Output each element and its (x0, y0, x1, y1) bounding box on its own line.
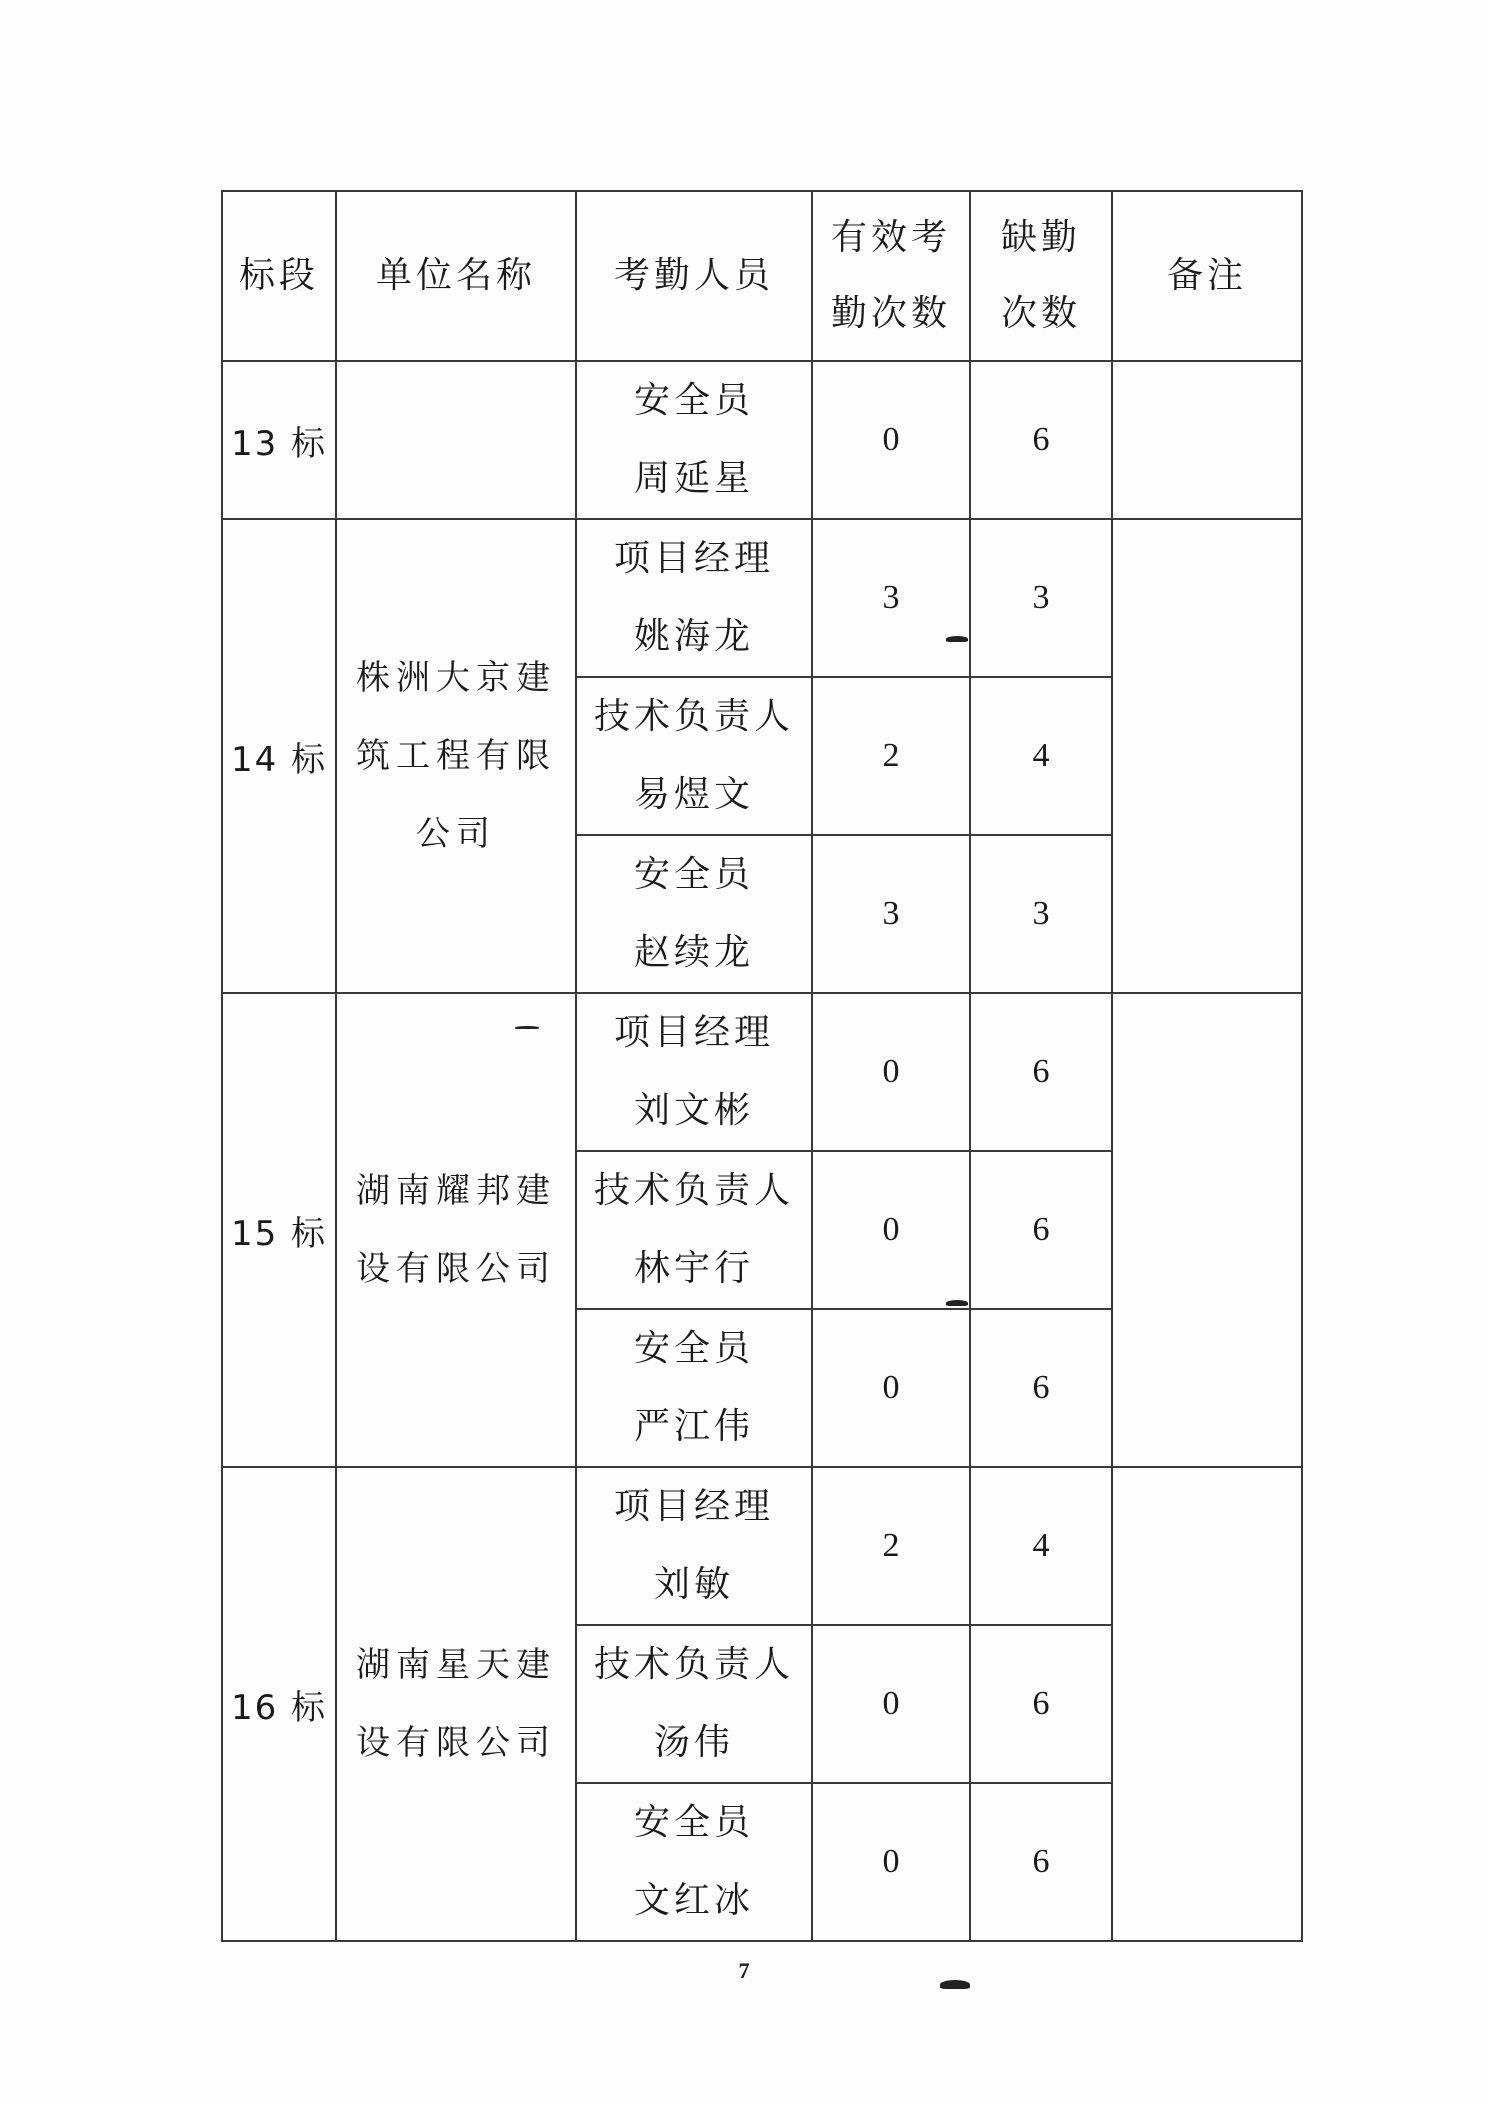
personnel-cell (576, 677, 812, 835)
person-name: 汤伟 (653, 1722, 734, 1763)
header-unit: 单位名称 (336, 191, 576, 361)
table-row (222, 519, 1302, 677)
role-label: 项目经理 (613, 1012, 774, 1053)
attendance-table (221, 190, 1303, 1942)
table-header-row (222, 191, 1302, 361)
personnel-cell (576, 1467, 812, 1625)
header-remarks: 备注 (1112, 191, 1302, 361)
role-label: 项目经理 (613, 538, 774, 579)
role-label: 安全员 (633, 854, 754, 895)
personnel-cell (576, 1309, 812, 1467)
valid-count: 2 (812, 1467, 970, 1625)
absent-count: 3 (970, 835, 1112, 993)
table-row (222, 361, 1302, 519)
personnel-cell (576, 1625, 812, 1783)
absent-count: 6 (970, 1625, 1112, 1783)
personnel-cell (576, 1151, 812, 1309)
personnel-cell (576, 519, 812, 677)
remarks-cell (1112, 519, 1302, 993)
person-name: 姚海龙 (633, 616, 754, 657)
absent-count: 6 (970, 1783, 1112, 1941)
table-row (222, 1467, 1302, 1625)
role-label: 项目经理 (613, 1486, 774, 1527)
absent-count: 6 (970, 993, 1112, 1151)
unit-cell: 湖南耀邦建设有限公司 (336, 993, 576, 1467)
valid-count: 0 (812, 1309, 970, 1467)
remarks-cell (1112, 361, 1302, 519)
role-label: 安全员 (633, 1802, 754, 1843)
header-absences: 缺勤次数 (970, 191, 1112, 361)
valid-count: 0 (812, 1151, 970, 1309)
header-personnel: 考勤人员 (576, 191, 812, 361)
absent-count: 4 (970, 677, 1112, 835)
role-label: 技术负责人 (593, 1170, 794, 1211)
role-label: 安全员 (633, 1328, 754, 1369)
valid-count: 0 (812, 993, 970, 1151)
unit-cell: 湖南星天建设有限公司 (336, 1467, 576, 1941)
valid-count: 2 (812, 677, 970, 835)
valid-count: 0 (812, 1625, 970, 1783)
absent-count: 6 (970, 1309, 1112, 1467)
person-name: 严江伟 (633, 1406, 754, 1447)
person-name: 文红冰 (633, 1880, 754, 1921)
segment-cell: 15 标 (222, 993, 336, 1467)
personnel-cell (576, 361, 812, 519)
unit-cell (336, 361, 576, 519)
table-row (222, 993, 1302, 1151)
person-name: 周延星 (633, 458, 754, 499)
absent-count: 6 (970, 1151, 1112, 1309)
segment-cell: 13 标 (222, 361, 336, 519)
person-name: 刘文彬 (633, 1090, 754, 1131)
valid-count: 3 (812, 835, 970, 993)
personnel-cell (576, 1783, 812, 1941)
role-label: 技术负责人 (593, 1644, 794, 1685)
absent-count: 3 (970, 519, 1112, 677)
scan-speck (946, 1300, 968, 1306)
page-number: 7 (738, 1958, 750, 1983)
person-name: 刘敏 (653, 1564, 734, 1605)
person-name: 易煜文 (633, 774, 754, 815)
valid-count: 0 (812, 361, 970, 519)
scan-speck (515, 1026, 539, 1029)
valid-count: 3 (812, 519, 970, 677)
personnel-cell (576, 993, 812, 1151)
absent-count: 4 (970, 1467, 1112, 1625)
segment-cell: 14 标 (222, 519, 336, 993)
unit-cell: 株洲大京建筑工程有限公司 (336, 519, 576, 993)
header-segment: 标段 (222, 191, 336, 361)
header-valid-attendance: 有效考勤次数 (812, 191, 970, 361)
role-label: 技术负责人 (593, 696, 794, 737)
scan-speck (940, 1980, 970, 1989)
person-name: 林宇行 (633, 1248, 754, 1289)
person-name: 赵续龙 (633, 932, 754, 973)
remarks-cell (1112, 1467, 1302, 1941)
absent-count: 6 (970, 361, 1112, 519)
valid-count: 0 (812, 1783, 970, 1941)
personnel-cell (576, 835, 812, 993)
role-label: 安全员 (633, 380, 754, 421)
remarks-cell (1112, 993, 1302, 1467)
scan-speck (946, 636, 968, 642)
segment-cell: 16 标 (222, 1467, 336, 1941)
